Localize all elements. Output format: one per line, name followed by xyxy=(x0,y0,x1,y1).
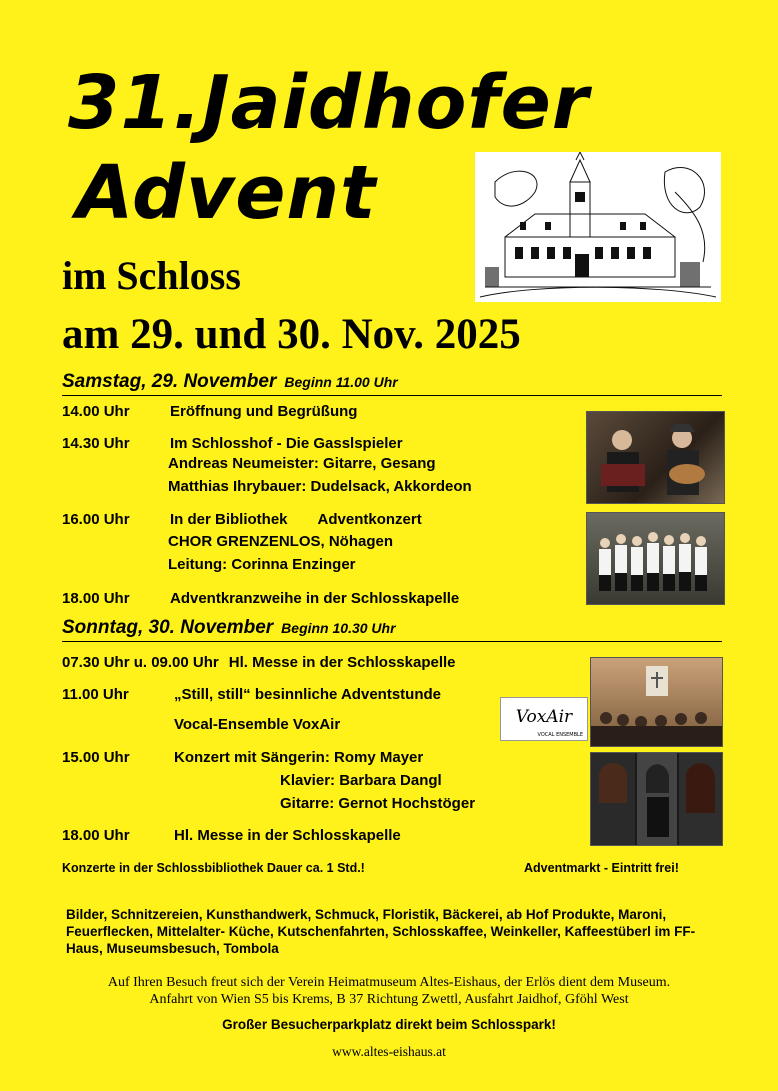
event-text: Adventkranzweihe in der Schlosskapelle xyxy=(170,590,460,607)
event-time: 07.30 Uhr u. 09.00 Uhr xyxy=(62,654,219,671)
event-row xyxy=(62,749,423,766)
markt-note: Adventmarkt - Eintritt frei! xyxy=(524,861,679,875)
voxair-logo-sub: VOCAL ENSEMBLE xyxy=(537,732,583,738)
event-text: In der Bibliothek xyxy=(170,511,288,528)
event-row xyxy=(62,590,459,607)
event-row xyxy=(62,403,357,420)
castle-drawing-icon xyxy=(475,152,721,302)
event-row xyxy=(62,686,441,703)
saturday-start: Beginn 11.00 Uhr xyxy=(284,374,398,390)
event-time: 18.00 Uhr xyxy=(62,827,130,844)
adventstunde-photo xyxy=(590,657,723,747)
market-offer-text: Bilder, Schnitzereien, Kunsthandwerk, Schmuck, Floristik, Bäckerei, ab Hof Produkte, Maroni, Feuerflecken, Mittelalter- Küche, Kutschenfahrten, Schlosskaffee, Weinkeller, Kaffeestüberl im FF-Haus, Museumsbesuch, Tombola xyxy=(66,907,696,956)
event-text: Konzert mit Sängerin: Romy Mayer xyxy=(174,749,424,766)
event-text-b: Adventkonzert xyxy=(317,511,422,528)
event-text: Im Schlosshof - Die Gasslspieler xyxy=(170,435,403,452)
event-time: 14.00 Uhr xyxy=(62,403,130,420)
event-text: Hl. Messe in der Schlosskapelle xyxy=(228,654,456,671)
sunday-heading xyxy=(62,617,722,642)
sunday-day: Sonntag, 30. November xyxy=(62,617,274,638)
event-time: 16.00 Uhr xyxy=(62,511,130,528)
title-line-2: Advent xyxy=(76,150,377,236)
event-row xyxy=(62,654,456,671)
chor-photo xyxy=(586,512,725,605)
event-detail: Matthias Ihrybauer: Dudelsack, Akkordeon xyxy=(168,478,472,495)
event-detail: CHOR GRENZENLOS, Nöhagen xyxy=(168,533,394,550)
saturday-day: Samstag, 29. November xyxy=(62,371,277,392)
event-time: 15.00 Uhr xyxy=(62,749,130,766)
musicians-photo-icon xyxy=(587,412,724,503)
event-date: am 29. und 30. Nov. 2025 xyxy=(62,311,521,358)
event-detail: Vocal-Ensemble VoxAir xyxy=(174,716,341,733)
singer-trio-photo-icon xyxy=(591,753,722,845)
konzerte-note: Konzerte in der Schlossbibliothek Dauer ca. 1 Std.! xyxy=(62,861,365,875)
event-text: Hl. Messe in der Schlosskapelle xyxy=(174,827,401,844)
footer-line-1: Auf Ihren Besuch freut sich der Verein Heimatmuseum Altes-Eishaus, der Erlös dient dem Museum. xyxy=(107,975,671,990)
subtitle: im Schloss xyxy=(62,253,241,298)
event-detail: Gitarre: Gernot Hochstöger xyxy=(280,795,476,812)
gasslspieler-photo xyxy=(586,411,725,504)
event-time: 11.00 Uhr xyxy=(62,686,129,703)
event-text: Eröffnung und Begrüßung xyxy=(170,403,358,420)
event-time: 18.00 Uhr xyxy=(62,590,130,607)
choir-photo-icon xyxy=(587,513,724,604)
event-detail: Klavier: Barbara Dangl xyxy=(280,772,442,789)
voxair-logo xyxy=(500,697,588,741)
footer-line-2: Anfahrt von Wien S5 bis Krems, B 37 Richtung Zwettl, Ausfahrt Jaidhof, Gföhl West xyxy=(149,992,629,1007)
parking-note: Großer Besucherparkplatz direkt beim Schlosspark! xyxy=(222,1017,556,1032)
event-row xyxy=(62,511,422,528)
sunday-start: Beginn 10.30 Uhr xyxy=(281,620,396,636)
event-time: 14.30 Uhr xyxy=(62,435,130,452)
event-text: „Still, still“ besinnliche Adventstunde xyxy=(174,686,441,703)
event-row xyxy=(62,435,403,452)
event-detail: Andreas Neumeister: Gitarre, Gesang xyxy=(168,455,436,472)
title-line-1: 31.Jaidhofer xyxy=(68,60,590,146)
konzert-photo xyxy=(590,752,723,846)
event-detail: Leitung: Corinna Enzinger xyxy=(168,556,356,573)
voxair-logo-text: VoxAir xyxy=(515,707,573,727)
website-link[interactable]: www.altes-eishaus.at xyxy=(332,1044,446,1059)
audience-photo-icon xyxy=(591,658,722,746)
saturday-heading xyxy=(62,371,722,396)
event-row xyxy=(62,827,401,844)
castle-sketch-image xyxy=(475,152,721,302)
